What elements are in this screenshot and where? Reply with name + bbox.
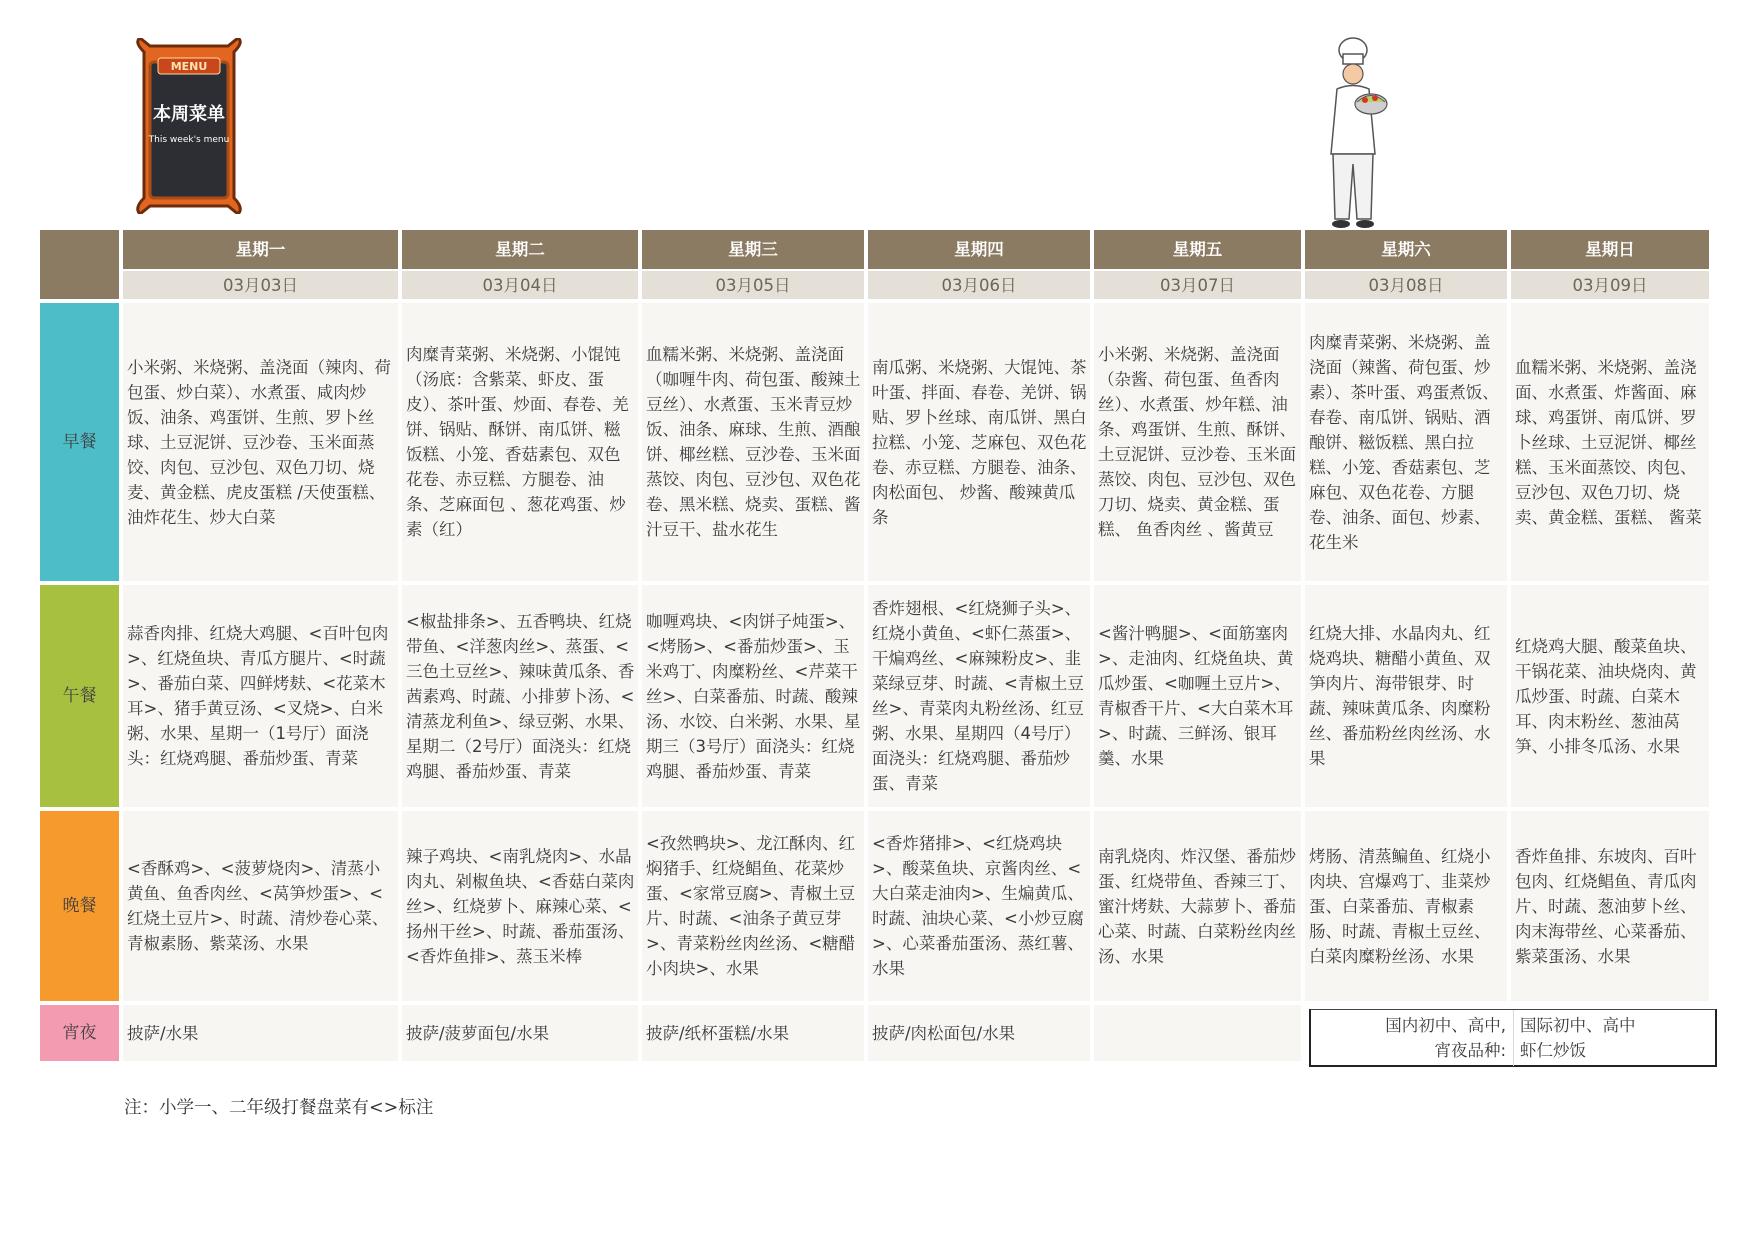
lunch-tue: <椒盐排条>、五香鸭块、红烧带鱼、<洋葱肉丝>、蒸蛋、<三色土豆丝>、辣味黄瓜条、香茜素鸡、时蔬、小排萝卜汤、<清蒸龙利鱼>、绿豆粥、水果、星期二（2号厅）面浇头：红烧鸡腿、番茄炒蛋、青菜 bbox=[402, 585, 638, 807]
breakfast-sat: 肉糜青菜粥、米烧粥、盖浇面（辣酱、荷包蛋、炒素）、茶叶蛋、鸡蛋煮饭、春卷、南瓜饼、锅贴、酒酿饼、糍饭糕、黑白拉糕、小笼、香菇素包、芝麻包、双色花卷、方腿卷、油条、面包、炒素、 花生米 bbox=[1305, 303, 1507, 581]
day-date-thu: 03月06日 bbox=[868, 271, 1090, 299]
breakfast-thu: 南瓜粥、米烧粥、大馄饨、茶叶蛋、拌面、春卷、羌饼、锅贴、罗卜丝球、南瓜饼、黑白拉糕、小笼、芝麻包、双色花卷、赤豆糕、方腿卷、油条、肉松面包、 炒酱、酸辣黄瓜条 bbox=[868, 303, 1090, 581]
logo-title-en: This week's menu bbox=[148, 135, 230, 145]
dinner-tue: 辣子鸡块、<南乳烧肉>、水晶肉丸、剁椒鱼块、<香菇白菜肉丝>、红烧萝卜、麻辣心菜、<扬州干丝>、时蔬、番茄蛋汤、<香炸鱼排>、蒸玉米棒 bbox=[402, 811, 638, 1001]
weekend-international-line2: 虾仁炒饭 bbox=[1520, 1041, 1586, 1060]
lunch-fri: <酱汁鸭腿>、<面筋塞肉>、走油肉、红烧鱼块、黄瓜炒蛋、<咖喱土豆片>、青椒香干片、<大白菜木耳>、时蔬、三鲜汤、银耳羹、水果 bbox=[1094, 585, 1301, 807]
day-date-sun: 03月09日 bbox=[1511, 271, 1709, 299]
day-date-tue: 03月04日 bbox=[402, 271, 638, 299]
day-date-mon: 03月03日 bbox=[123, 271, 398, 299]
dinner-sat: 烤肠、清蒸鳊鱼、红烧小肉块、宫爆鸡丁、韭菜炒蛋、白菜番茄、青椒素肠、时蔬、青椒土豆丝、白菜肉糜粉丝汤、水果 bbox=[1305, 811, 1507, 1001]
lunch-mon: 蒜香肉排、红烧大鸡腿、<百叶包肉>、红烧鱼块、青瓜方腿片、<时蔬>、番茄白菜、四鲜烤麸、<花菜木耳>、猪手黄豆汤、<叉烧>、白米粥、水果、星期一（1号厅）面浇头：红烧鸡腿、番茄炒蛋、青菜 bbox=[123, 585, 398, 807]
day-header-sat: 星期六 bbox=[1305, 230, 1507, 269]
meal-label-dinner: 晚餐 bbox=[40, 811, 119, 1001]
dinner-thu: <香炸猪排>、<红烧鸡块>、酸菜鱼块、京酱肉丝、<大白菜走油肉>、生煸黄瓜、时蔬、油块心菜、<小炒豆腐>、心菜番茄蛋汤、蒸红薯、水果 bbox=[868, 811, 1090, 1001]
day-header-thu: 星期四 bbox=[868, 230, 1090, 269]
menu-board-logo bbox=[130, 38, 248, 214]
chef-illustration bbox=[1313, 34, 1393, 234]
day-header-tue: 星期二 bbox=[402, 230, 638, 269]
lunch-sun: 红烧鸡大腿、酸菜鱼块、干锅花菜、油块烧肉、黄瓜炒蛋、时蔬、白菜木耳、肉末粉丝、葱油莴笋、小排冬瓜汤、水果 bbox=[1511, 585, 1709, 807]
day-header-wed: 星期三 bbox=[642, 230, 864, 269]
lunch-sat: 红烧大排、水晶肉丸、红烧鸡块、糖醋小黄鱼、双笋肉片、海带银芽、时蔬、辣味黄瓜条、肉糜粉丝、番茄粉丝肉丝汤、水果 bbox=[1305, 585, 1507, 807]
dinner-fri: 南乳烧肉、炸汉堡、番茄炒蛋、红烧带鱼、香辣三丁、蜜汁烤麸、大蒜萝卜、番茄心菜、时蔬、白菜粉丝肉丝汤、水果 bbox=[1094, 811, 1301, 1001]
late-night-wed: 披萨/纸杯蛋糕/水果 bbox=[642, 1005, 864, 1061]
late-night-fri bbox=[1094, 1005, 1301, 1061]
late-night-weekend-international bbox=[1520, 1010, 1710, 1066]
dinner-mon: <香酥鸡>、<菠萝烧肉>、清蒸小黄鱼、鱼香肉丝、<莴笋炒蛋>、<红烧土豆片>、时蔬、清炒卷心菜、青椒素肠、紫菜汤、水果 bbox=[123, 811, 398, 1001]
breakfast-wed: 血糯米粥、米烧粥、盖浇面（咖喱牛肉、荷包蛋、酸辣土豆丝）、水煮蛋、玉米青豆炒饭、油条、麻球、生煎、酒酿饼、椰丝糕、豆沙卷、玉米面蒸饺、肉包、豆沙包、双色花卷、黑米糕、烧卖、蛋糕、酱汁豆干、盐水花生 bbox=[642, 303, 864, 581]
footnote: 注：小学一、二年级打餐盘菜有<>标注 bbox=[124, 1098, 434, 1118]
lunch-wed: 咖喱鸡块、<肉饼子炖蛋>、<烤肠>、<番茄炒蛋>、玉米鸡丁、肉糜粉丝、<芹菜干丝>、白菜番茄、时蔬、酸辣汤、水饺、白米粥、水果、星期三（3号厅）面浇头：红烧鸡腿、番茄炒蛋、青菜 bbox=[642, 585, 864, 807]
breakfast-sun: 血糯米粥、米烧粥、盖浇面、水煮蛋、炸酱面、麻球、鸡蛋饼、南瓜饼、罗卜丝球、土豆泥饼、椰丝糕、玉米面蒸饺、肉包、豆沙包、双色刀切、烧卖、黄金糕、蛋糕、 酱菜 bbox=[1511, 303, 1709, 581]
logo-title-cn: 本周菜单 bbox=[153, 104, 225, 125]
weekend-domestic-line2: 宵夜品种: bbox=[1434, 1041, 1506, 1060]
day-header-sun: 星期日 bbox=[1511, 230, 1709, 269]
weekend-international-line1: 国际初中、高中 bbox=[1520, 1016, 1636, 1035]
late-night-tue: 披萨/菠萝面包/水果 bbox=[402, 1005, 638, 1061]
day-header-mon: 星期一 bbox=[123, 230, 398, 269]
day-date-sat: 03月08日 bbox=[1305, 271, 1507, 299]
meal-label-late-night: 宵夜 bbox=[40, 1005, 119, 1061]
breakfast-mon: 小米粥、米烧粥、盖浇面（辣肉、荷包蛋、炒白菜）、水煮蛋、咸肉炒饭、油条、鸡蛋饼、生煎、罗卜丝球、土豆泥饼、豆沙卷、玉米面蒸饺、肉包、豆沙包、双色刀切、烧麦、黄金糕、虎皮蛋糕 /天使蛋糕、油炸花生、炒大白菜 bbox=[123, 303, 398, 581]
late-night-thu: 披萨/肉松面包/水果 bbox=[868, 1005, 1090, 1061]
weekend-divider bbox=[1513, 1010, 1514, 1066]
day-date-fri: 03月07日 bbox=[1094, 271, 1301, 299]
breakfast-tue: 肉糜青菜粥、米烧粥、小馄饨（汤底：含紫菜、虾皮、蛋皮）、茶叶蛋、炒面、春卷、羌 饼、锅贴、酥饼、南瓜饼、糍饭糕、小笼、香菇素包、双色花卷、赤豆糕、方腿卷、油条、芝麻面包 、葱花鸡蛋、炒素（红） bbox=[402, 303, 638, 581]
dinner-wed: <孜然鸭块>、龙江酥肉、红焖猪手、红烧鲳鱼、花菜炒蛋、<家常豆腐>、青椒土豆片、时蔬、<油条子黄豆芽>、青菜粉丝肉丝汤、<糖醋小肉块>、水果 bbox=[642, 811, 864, 1001]
weekend-domestic-line1: 国内初中、高中, bbox=[1385, 1016, 1506, 1035]
day-header-fri: 星期五 bbox=[1094, 230, 1301, 269]
meal-label-breakfast: 早餐 bbox=[40, 303, 119, 581]
lunch-thu: 香炸翅根、<红烧狮子头>、红烧小黄鱼、<虾仁蒸蛋>、干煸鸡丝、<麻辣粉皮>、韭菜绿豆芽、时蔬、<青椒土豆丝>、青菜肉丸粉丝汤、红豆粥、水果、星期四（4号厅）面浇头：红烧鸡腿、番茄炒蛋、青菜 bbox=[868, 585, 1090, 807]
header-corner bbox=[40, 230, 119, 299]
late-night-mon: 披萨/水果 bbox=[123, 1005, 398, 1061]
breakfast-fri: 小米粥、米烧粥、盖浇面（杂酱、荷包蛋、鱼香肉丝）、水煮蛋、炒年糕、油条、鸡蛋饼、生煎、酥饼、土豆泥饼、豆沙卷、玉米面蒸饺、肉包、豆沙包、双色刀切、烧卖、黄金糕、蛋糕、 鱼香肉丝 、酱黄豆 bbox=[1094, 303, 1301, 581]
dinner-sun: 香炸鱼排、东坡肉、百叶包肉、红烧鲳鱼、青瓜肉片、时蔬、葱油萝卜丝、肉末海带丝、心菜番茄、紫菜蛋汤、水果 bbox=[1511, 811, 1709, 1001]
day-date-wed: 03月05日 bbox=[642, 271, 864, 299]
meal-label-lunch: 午餐 bbox=[40, 585, 119, 807]
late-night-weekend-domestic bbox=[1310, 1010, 1510, 1066]
logo-tag: MENU bbox=[170, 60, 208, 73]
